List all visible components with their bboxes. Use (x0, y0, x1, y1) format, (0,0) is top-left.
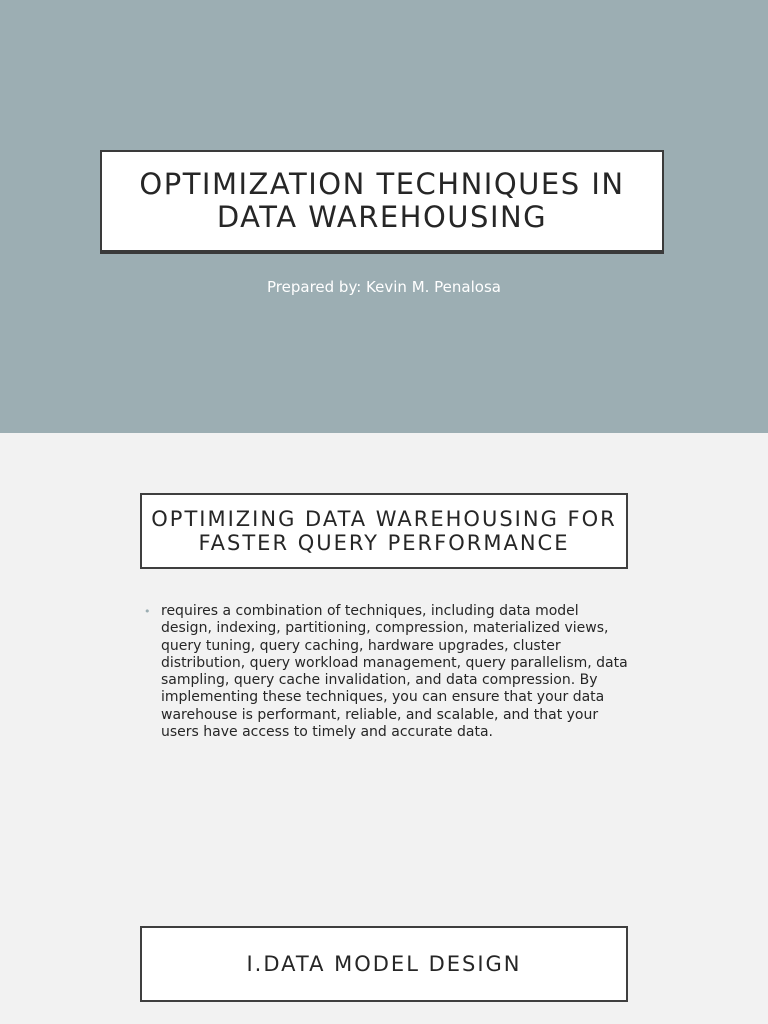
bullet-icon: • (144, 605, 151, 618)
content-slide[interactable] (0, 433, 768, 1024)
section-heading: OPTIMIZING DATA WAREHOUSING FOR FASTER QUERY PERFORMANCE (151, 507, 617, 555)
title-box (100, 150, 664, 252)
next-section-heading-box (140, 926, 628, 1002)
bullet-text: requires a combination of techniques, including data model design, indexing, partitioning, compression, materialized views, query tuning, query caching, hardware upgrades, cluster distribution, query workload management, query parallelism, data sampling, query cache invalidation, and data compression. By implementing these techniques, you can ensure that your data warehouse is performant, reliable, and scalable, and that your users have access to timely and accurate data. (161, 603, 628, 741)
bullet-list (144, 603, 634, 741)
next-section-heading: I.DATA MODEL DESIGN (246, 952, 522, 976)
title-slide[interactable] (0, 0, 768, 433)
slide-subtitle: Prepared by: Kevin M. Penalosa (267, 278, 501, 296)
section-heading-box (140, 493, 628, 569)
list-item (144, 603, 634, 741)
slide-title: OPTIMIZATION TECHNIQUES IN DATA WAREHOUSING (139, 167, 625, 234)
